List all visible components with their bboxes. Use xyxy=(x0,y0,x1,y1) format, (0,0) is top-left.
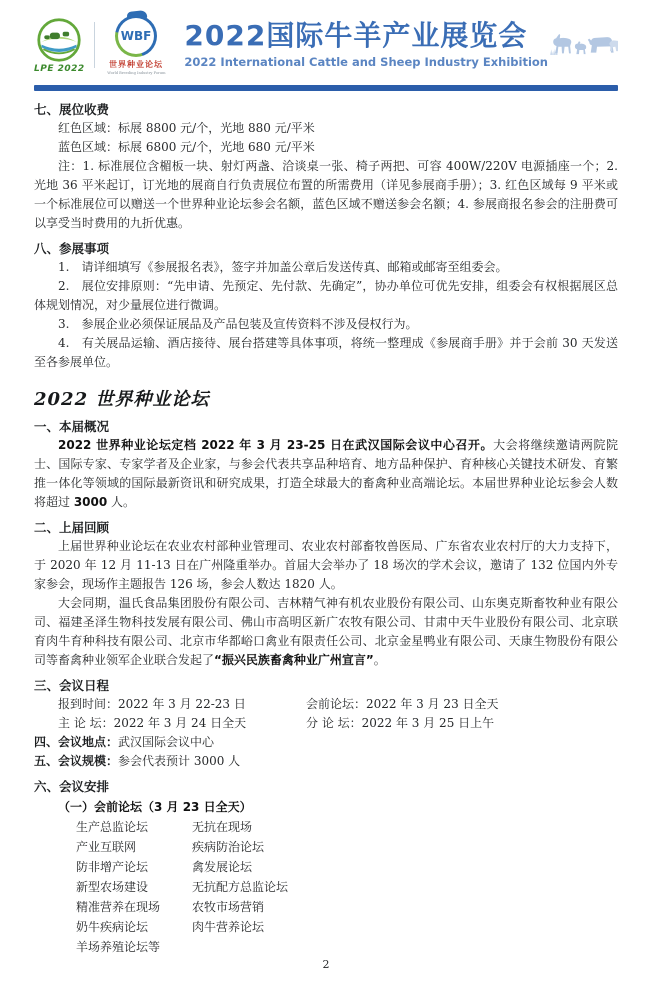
preforum-row xyxy=(34,897,618,917)
page-title: 2022国际牛羊产业展览会 xyxy=(184,19,528,53)
overview-attendee-count: 3000 xyxy=(73,495,108,509)
forum-cell-left: 精准营养在现场 xyxy=(76,900,161,914)
venue-line xyxy=(34,733,618,752)
preforum-row xyxy=(34,917,618,937)
scale-line xyxy=(34,752,618,771)
page-number: 2 xyxy=(322,958,330,971)
document-body xyxy=(34,100,618,957)
lpe-logo-label: LPE 2022 xyxy=(34,63,85,74)
forum-cell-left: 防非增产论坛 xyxy=(76,860,149,874)
overview-paragraph xyxy=(34,436,618,512)
preforum-row xyxy=(34,837,618,857)
review-body-text: 大会同期，温氏食品集团股份有限公司、吉林精气神有机农业股份有限公司、山东奥克斯畜牧种业有限公司、福建圣泽生物科技发展有限公司、佛山市高明区新广农牧有限公司、甘肃中天牛业股份有限公司、北京联育肉牛育种科技有限公司、北京市华都峪口禽业有限责任公司、北京金星鸭业有限公司、天康生物股份有限公司等畜禽种业领军企业联合发起了 xyxy=(34,596,618,667)
preforum-row xyxy=(34,877,618,897)
section-heading-booth-fees: 七、展位收费 xyxy=(34,102,110,117)
schedule-registration: 报到时间：2022 年 3 月 22-23 日 xyxy=(58,697,246,711)
venue-label: 四、会议地点： xyxy=(34,735,119,749)
forum-cell-right: 无抗配方总监论坛 xyxy=(192,880,289,894)
header-logos xyxy=(34,15,168,75)
venue-value: 武汉国际会议中心 xyxy=(118,735,215,749)
preforum-heading: （一）会前论坛（3 月 23 日全天） xyxy=(58,800,252,814)
schedule-row xyxy=(34,695,618,714)
overview-heading: 一、本届概况 xyxy=(34,419,110,434)
review-paragraph-1: 上届世界种业论坛在农业农村部种业管理司、农业农村部畜牧兽医局、广东省农业农村厅的大力支持下，于 2020 年 12 月 11-13 日在广州隆重举办。首届大会举办了 18 场次的学术会议，邀请了 132 位国内外专家参会，现场作主题报告 126 场，参会人数达 1820 人。 xyxy=(34,539,618,591)
page-header xyxy=(34,0,618,85)
forum-cell-right: 肉牛营养论坛 xyxy=(192,920,265,934)
header-art xyxy=(548,9,618,81)
fee-line-blue: 蓝色区域：标展 6800 元/个，光地 680 元/平米 xyxy=(58,140,315,154)
schedule-preforum: 会前论坛：2022 年 3 月 23 日全天 xyxy=(306,697,499,711)
forum-cell-left: 新型农场建设 xyxy=(76,880,149,894)
forum-cell-left: 羊场养殖论坛等 xyxy=(76,940,161,954)
forum-cell-left: 生产总监论坛 xyxy=(76,820,149,834)
forum-cell-left: 奶牛疾病论坛 xyxy=(76,920,149,934)
schedule-sub-forum: 分 论 坛：2022 年 3 月 25 日上午 xyxy=(306,716,495,730)
schedule-heading: 三、会议日程 xyxy=(34,678,110,693)
overview-body-text: 大会将继续邀请两院院士、国际专家、专家学者及企业家，与参会代表共享品种培育、地方品种保护、育种核心关键技术研发、育繁推一体化等领域的国际最新资讯和研究成果，打造全球最大的畜禽种业高端论坛。本届世界种业论坛参会人数将超过 xyxy=(34,438,618,509)
header-divider-bar xyxy=(34,85,618,91)
scale-label: 五、会议规模： xyxy=(34,754,119,768)
fee-note-paragraph: 注：1. 标准展位含楣板一块、射灯两盏、洽谈桌一张、椅子两把、可容 400W/220V 电源插座一个；2. 光地 36 平米起订，订光地的展商自行负责展位布置的所需费用（详见参展商手册）；3. 红色区域每 9 平米或一个标准展位可以赠送一个世界种业论坛参会名额，蓝色区域不赠送参会名额；4. 参展商报名参会的注册费可以享受当时费用的九折优惠。 xyxy=(34,159,618,230)
page-subtitle: 2022 International Cattle and Sheep Industry Exhibition xyxy=(184,54,548,69)
review-tail: 。 xyxy=(373,653,386,667)
scale-value: 参会代表预计 3000 人 xyxy=(118,754,241,768)
forum-cell-right: 禽发展论坛 xyxy=(192,860,253,874)
section-heading-exhibit-matters: 八、参展事项 xyxy=(34,241,110,256)
overview-tail: 人。 xyxy=(107,495,136,509)
forum-cell-right: 农牧市场营销 xyxy=(192,900,265,914)
animal-silhouettes-icon xyxy=(548,11,618,81)
wbf-logo-en-label: World Breeding Industry Forum xyxy=(106,70,166,75)
logo-divider xyxy=(94,22,95,68)
review-declaration: “振兴民族畜禽种业广州宣言” xyxy=(214,653,374,667)
preforum-row xyxy=(34,817,618,837)
review-heading: 二、上届回顾 xyxy=(34,520,110,535)
wbf-logo xyxy=(104,15,169,75)
forum-cell-right: 疾病防治论坛 xyxy=(192,840,265,854)
forum-title: 2022 世界种业论坛 xyxy=(34,389,210,410)
exhibit-item-4: 4. 有关展品运输、酒店接待、展台搭建等具体事项，将统一整理成《参展商手册》并于会前 30 天发送至各参展单位。 xyxy=(34,336,618,369)
wbf-logo-icon xyxy=(115,15,157,57)
overview-bold-lead: 2022 世界种业论坛定档 2022 年 3 月 23-25 日在武汉国际会议中心召开。 xyxy=(58,438,494,452)
preforum-row xyxy=(34,857,618,877)
header-title-block xyxy=(184,21,548,69)
forum-cell-right xyxy=(192,937,618,957)
lpe-logo xyxy=(34,17,85,74)
forum-cell-left: 产业互联网 xyxy=(76,840,137,854)
arrangement-heading: 六、会议安排 xyxy=(34,779,110,794)
wbf-logo-text: WBF xyxy=(120,29,152,43)
lpe-logo-icon xyxy=(36,17,82,63)
exhibit-item-3: 3. 参展企业必须保证展品及产品包装及宣传资料不涉及侵权行为。 xyxy=(58,317,418,331)
forum-cell-right: 无抗在现场 xyxy=(192,820,253,834)
exhibit-item-1: 1. 请详细填写《参展报名表》，签字并加盖公章后发送传真、邮箱或邮寄至组委会。 xyxy=(58,260,508,274)
exhibit-item-2: 2. 展位安排原则：“先申请、先预定、先付款、先确定”，协办单位可优先安排，组委会有权根据展区总体规划情况，对少量展位进行微调。 xyxy=(34,279,618,312)
review-paragraph-2 xyxy=(34,594,618,670)
preforum-row xyxy=(34,937,618,957)
fee-line-red: 红色区域：标展 8800 元/个，光地 880 元/平米 xyxy=(58,121,315,135)
schedule-row xyxy=(34,714,618,733)
schedule-main-forum: 主 论 坛：2022 年 3 月 24 日全天 xyxy=(58,716,247,730)
wbf-logo-cn-label: 世界种业论坛 xyxy=(109,59,164,69)
